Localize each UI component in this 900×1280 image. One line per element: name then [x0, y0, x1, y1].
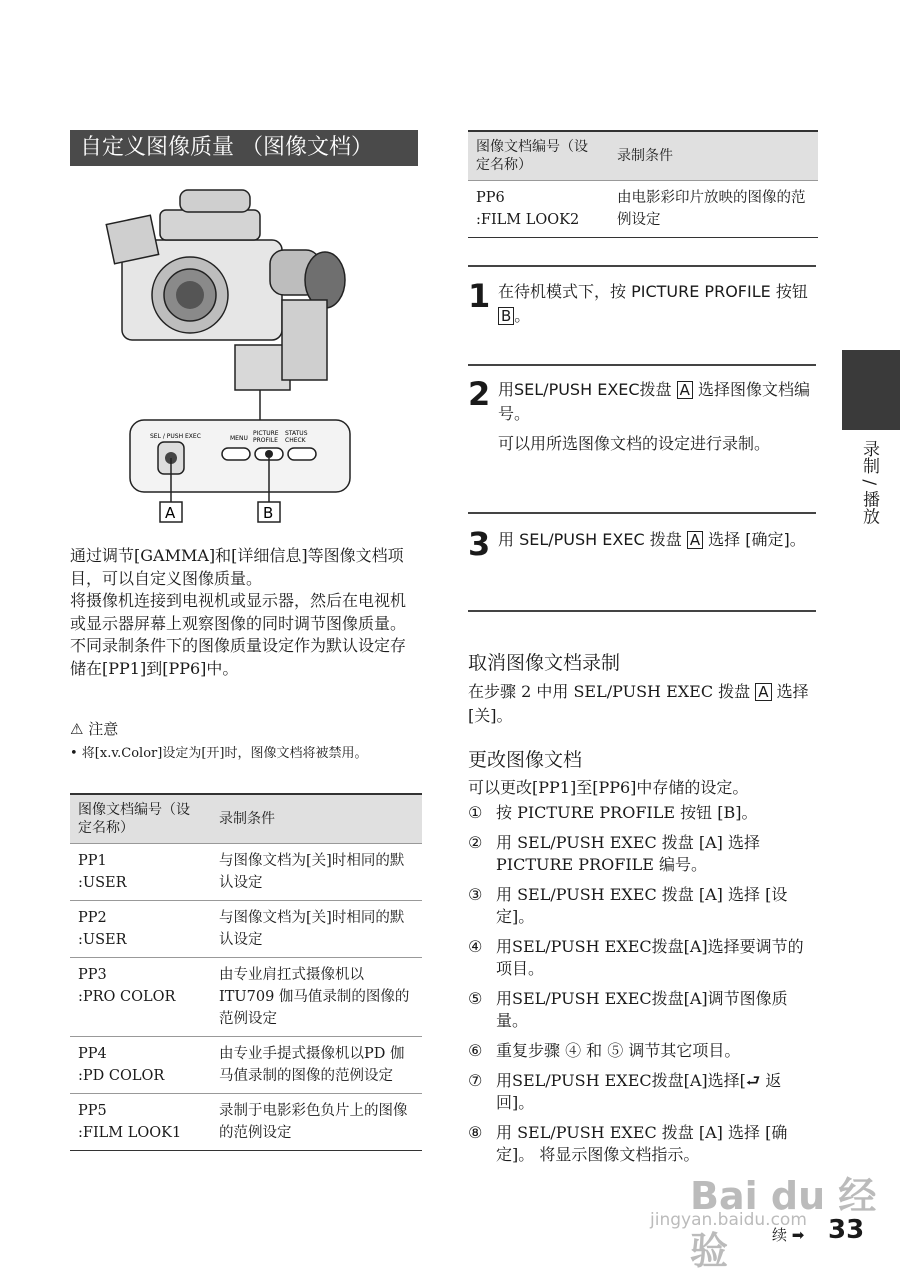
section-title: 自定义图像质量 （图像文档） [70, 130, 418, 166]
step-2: 2 用SEL/PUSH EXEC拨盘 A 选择图像文档编号。 可以用所选图像文档的设定进行录制。 [468, 378, 818, 456]
svg-text:PROFILE: PROFILE [253, 437, 278, 444]
panel-label-sel-push: SEL / PUSH EXEC [150, 433, 201, 440]
table-header-condition: 录制条件 [211, 794, 422, 844]
table-header-number: 图像文档编号（设定名称） [70, 794, 211, 844]
step-3: 3 用 SEL/PUSH EXEC 拨盘 A 选择 [确定]。 [468, 525, 806, 563]
table-row: PP1 :USER 与图像文档为[关]时相同的默认设定 [70, 844, 422, 901]
key-a-box: A [677, 381, 693, 399]
list-item: ③ 用 SEL/PUSH EXEC 拨盘 [A] 选择 [设定]。 [468, 885, 788, 926]
table-row: PP4 :PD COLOR 由专业手提式摄像机以PD 伽马值录制的图像的范例设定 [70, 1037, 422, 1094]
note-icon: ⚠ [70, 720, 84, 738]
profile-table-left [70, 793, 422, 1151]
step-1: 1 在待机模式下，按 PICTURE PROFILE 按钮 B 。 [468, 277, 808, 325]
table-row: PP2 :USER 与图像文档为[关]时相同的默认设定 [70, 901, 422, 958]
list-item: ⑥ 重复步骤 ④ 和 ⑤ 调节其它项目。 [468, 1041, 741, 1060]
intro-para-3: 不同录制条件下的图像质量设定作为默认设定存储在[PP1]到[PP6]中。 [70, 636, 407, 678]
change-intro: 可以更改[PP1]至[PP6]中存储的设定。 [468, 778, 749, 797]
cancel-text: 在步骤 2 中用 SEL/PUSH EXEC 拨盘 A 选择[关]。 [468, 682, 809, 725]
intro-para-2: 将摄像机连接到电视机或显示器，然后在电视机或显示器屏幕上观察图像的同时调节图像质量。 [70, 591, 407, 633]
panel-label-status-check: STATUS [285, 430, 308, 437]
profile-table-right [468, 130, 818, 238]
divider [468, 512, 816, 514]
list-item: ⑧ 用 SEL/PUSH EXEC 拨盘 [A] 选择 [确定]。 将显示图像文档指示。 [468, 1123, 788, 1164]
table-row: PP5 :FILM LOOK1 录制于电影彩色负片上的图像的范例设定 [70, 1094, 422, 1151]
side-tab-block [842, 350, 900, 430]
watermark-url: jingyan.baidu.com [650, 1210, 807, 1230]
continued-label: 续 ➡ [772, 1226, 805, 1244]
change-steps-list [468, 802, 818, 1174]
step-number: 3 [468, 525, 491, 563]
divider [468, 265, 816, 267]
key-b-box: B [498, 307, 514, 325]
list-item: ④ 用SEL/PUSH EXEC拨盘[A]选择要调节的项目。 [468, 937, 804, 978]
side-section-label: 录制 / 播放 [859, 440, 879, 525]
list-item: ① 按 PICTURE PROFILE 按钮 [B]。 [468, 803, 758, 822]
panel-label-picture-profile: PICTURE [253, 430, 279, 437]
key-a-box: A [687, 531, 703, 549]
label-a: A [165, 504, 176, 522]
step-number: 2 [468, 375, 491, 413]
key-a-box: A [755, 683, 771, 701]
page-number: 33 [828, 1215, 865, 1245]
divider [468, 610, 816, 612]
table-header-condition: 录制条件 [609, 131, 818, 181]
note-title: 注意 [88, 720, 119, 738]
change-heading: 更改图像文档 [468, 749, 583, 771]
intro-para-1: 通过调节[GAMMA]和[详细信息]等图像文档项目，可以自定义图像质量。 [70, 546, 404, 588]
note-heading [70, 718, 118, 739]
cancel-heading: 取消图像文档录制 [468, 652, 621, 674]
table-row: PP3 :PRO COLOR 由专业肩扛式摄像机以ITU709 伽马值录制的图像的范例设定 [70, 958, 422, 1037]
step-2-detail: 可以用所选图像文档的设定进行录制。 [498, 434, 771, 453]
table-header-number: 图像文档编号（设定名称） [468, 131, 609, 181]
intro-text [70, 545, 420, 680]
list-item: ② 用 SEL/PUSH EXEC 拨盘 [A] 选择 PICTURE PROFILE 编号。 [468, 833, 761, 874]
table-row: PP6 :FILM LOOK2 由电影彩印片放映的图像的范例设定 [468, 181, 818, 238]
list-item: ⑦ 用SEL/PUSH EXEC拨盘[A]选择[⮐ 返回]。 [468, 1071, 782, 1112]
list-item: ⑤ 用SEL/PUSH EXEC拨盘[A]调节图像质量。 [468, 989, 788, 1030]
panel-label-menu: MENU [230, 435, 248, 442]
note-text: • 将[x.v.Color]设定为[开]时，图像文档将被禁用。 [70, 746, 368, 761]
watermark-logo: Bai du 经验 [690, 1174, 877, 1273]
label-b: B [263, 504, 274, 522]
step-number: 1 [468, 277, 491, 315]
divider [468, 364, 816, 366]
camera-illustration [100, 180, 360, 525]
svg-text:CHECK: CHECK [285, 437, 306, 444]
